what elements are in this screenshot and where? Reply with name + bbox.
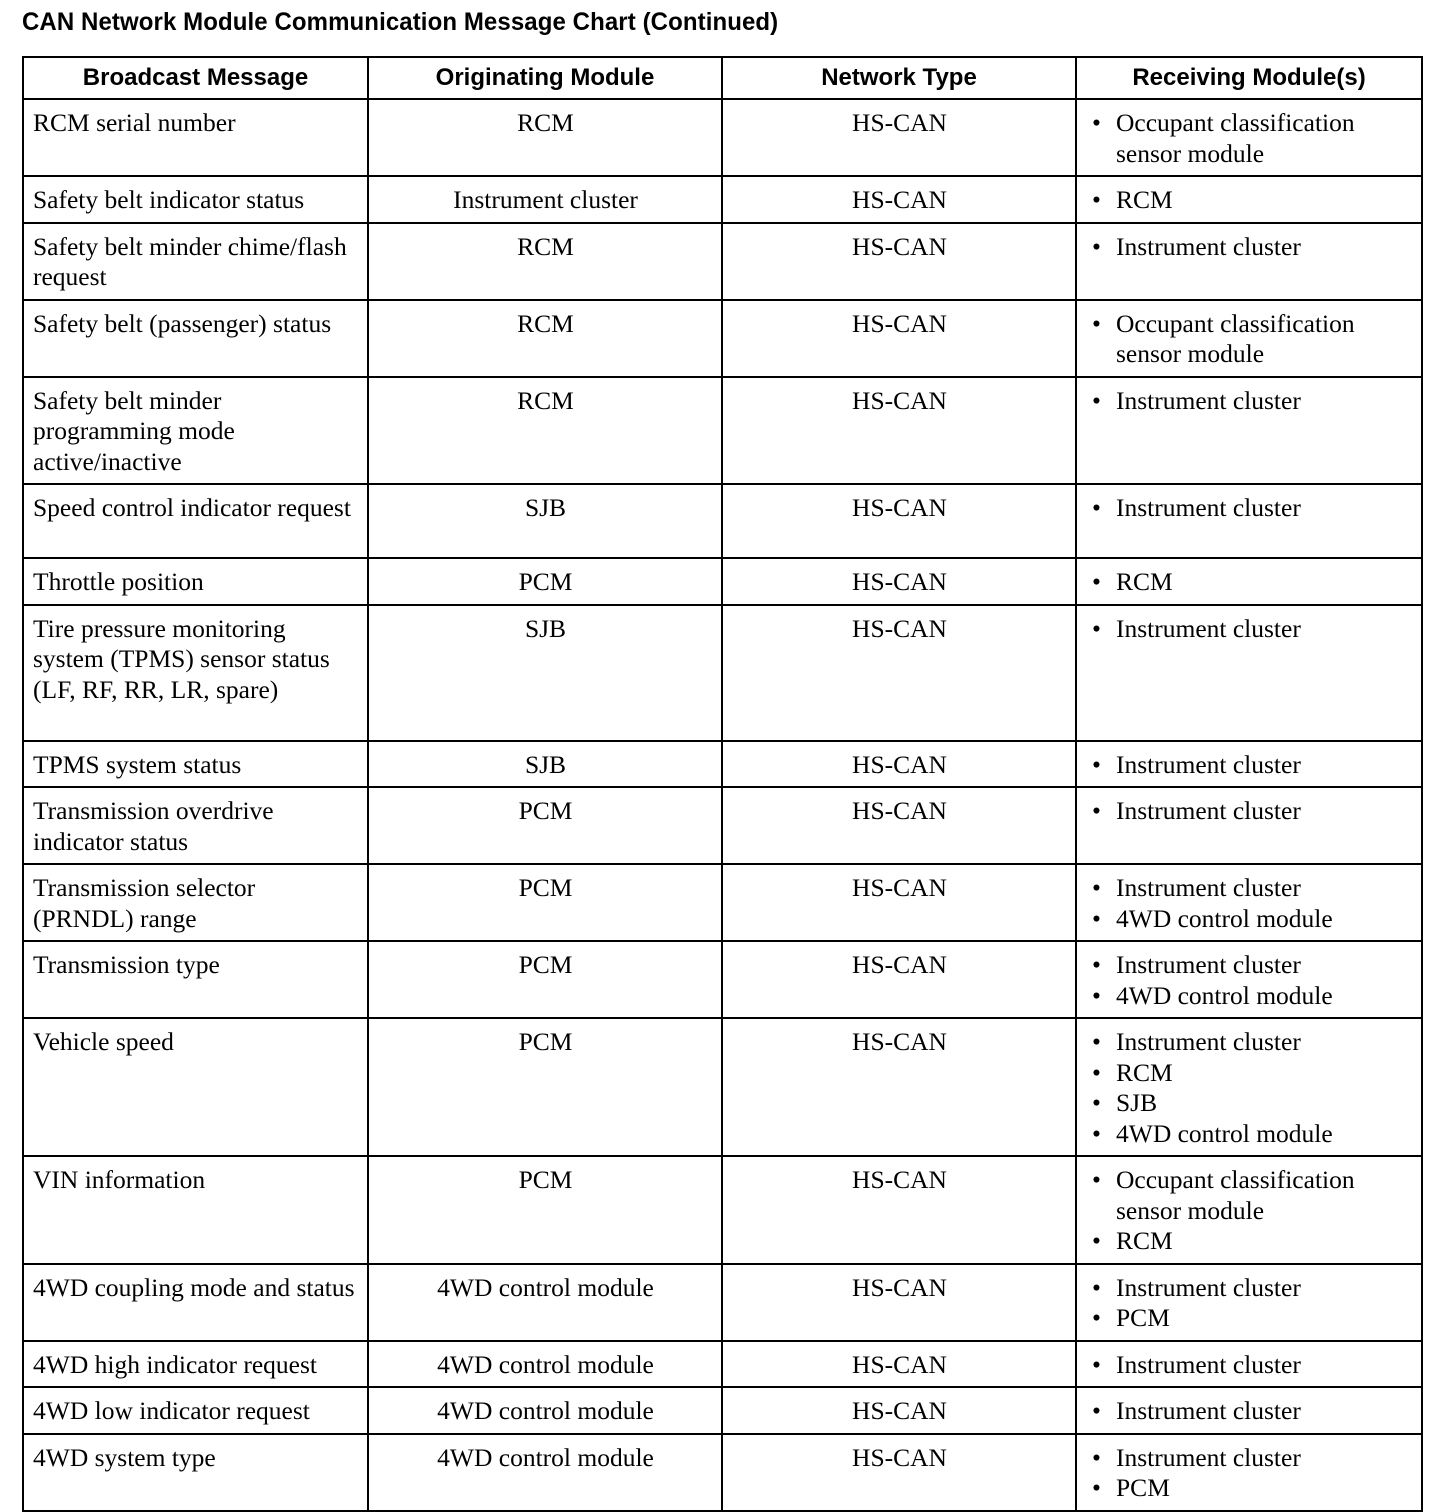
table-row — [23, 1387, 1422, 1434]
receiving-modules-cell — [1076, 484, 1422, 558]
broadcast-message-cell: Transmission type — [23, 941, 368, 1018]
receiving-module-item: • Instrument cluster — [1086, 386, 1413, 417]
table-row — [23, 1341, 1422, 1388]
broadcast-message-cell: 4WD low indicator request — [23, 1387, 368, 1434]
table-row — [23, 558, 1422, 605]
receiving-module-item: • Instrument cluster — [1086, 1027, 1413, 1058]
receiving-module-item: • RCM — [1086, 1226, 1413, 1257]
broadcast-message-cell: Safety belt indicator status — [23, 176, 368, 223]
originating-module-cell: PCM — [368, 1156, 722, 1264]
receiving-module-item: • RCM — [1086, 567, 1413, 598]
receiving-module-item: • Instrument cluster — [1086, 750, 1413, 781]
receiving-modules-list — [1086, 386, 1413, 417]
receiving-module-item: • PCM — [1086, 1473, 1413, 1504]
receiving-module-item: • Instrument cluster — [1086, 1273, 1413, 1304]
originating-module-cell: SJB — [368, 741, 722, 788]
receiving-module-item: • Instrument cluster — [1086, 1396, 1413, 1427]
table-row — [23, 605, 1422, 741]
table-row — [23, 377, 1422, 485]
originating-module-cell: Instrument cluster — [368, 176, 722, 223]
receiving-modules-list — [1086, 1273, 1413, 1334]
receiving-module-item: • Occupant classification sensor module — [1086, 309, 1413, 370]
broadcast-message-cell: TPMS system status — [23, 741, 368, 788]
receiving-module-item: • Occupant classification sensor module — [1086, 1165, 1413, 1226]
network-type-cell: HS-CAN — [722, 300, 1076, 377]
receiving-modules-cell — [1076, 377, 1422, 485]
receiving-modules-list — [1086, 750, 1413, 781]
originating-module-cell: RCM — [368, 377, 722, 485]
receiving-modules-list — [1086, 108, 1413, 169]
receiving-modules-cell — [1076, 1264, 1422, 1341]
table-row — [23, 1264, 1422, 1341]
column-header-originating-module: Originating Module — [368, 57, 722, 99]
network-type-cell: HS-CAN — [722, 864, 1076, 941]
receiving-modules-list — [1086, 1443, 1413, 1504]
network-type-cell: HS-CAN — [722, 99, 1076, 176]
originating-module-cell: PCM — [368, 1018, 722, 1156]
receiving-module-item: • Instrument cluster — [1086, 493, 1413, 524]
network-type-cell: HS-CAN — [722, 1264, 1076, 1341]
broadcast-message-cell: 4WD system type — [23, 1434, 368, 1511]
receiving-modules-list — [1086, 1165, 1413, 1257]
broadcast-message-cell: Speed control indicator request — [23, 484, 368, 558]
table-row — [23, 1156, 1422, 1264]
originating-module-cell: RCM — [368, 223, 722, 300]
originating-module-cell: PCM — [368, 941, 722, 1018]
receiving-modules-list — [1086, 796, 1413, 827]
receiving-modules-list — [1086, 309, 1413, 370]
receiving-modules-list — [1086, 232, 1413, 263]
receiving-modules-cell — [1076, 223, 1422, 300]
receiving-module-item: • Instrument cluster — [1086, 1350, 1413, 1381]
page-title: CAN Network Module Communication Message Chart (Continued) — [22, 8, 779, 36]
receiving-modules-cell — [1076, 1387, 1422, 1434]
network-type-cell: HS-CAN — [722, 484, 1076, 558]
broadcast-message-cell: 4WD coupling mode and status — [23, 1264, 368, 1341]
message-chart-table — [22, 56, 1423, 1512]
receiving-module-item: • Instrument cluster — [1086, 1443, 1413, 1474]
originating-module-cell: RCM — [368, 300, 722, 377]
receiving-modules-list — [1086, 1396, 1413, 1427]
table-header-row — [23, 57, 1422, 99]
originating-module-cell: 4WD control module — [368, 1264, 722, 1341]
table-row — [23, 741, 1422, 788]
receiving-modules-cell — [1076, 1341, 1422, 1388]
network-type-cell: HS-CAN — [722, 1387, 1076, 1434]
broadcast-message-cell: 4WD high indicator request — [23, 1341, 368, 1388]
table-row — [23, 864, 1422, 941]
network-type-cell: HS-CAN — [722, 1018, 1076, 1156]
table-row — [23, 223, 1422, 300]
broadcast-message-cell: Transmission selector (PRNDL) range — [23, 864, 368, 941]
receiving-modules-cell — [1076, 1018, 1422, 1156]
table-row — [23, 99, 1422, 176]
receiving-module-item: • Instrument cluster — [1086, 950, 1413, 981]
receiving-module-item: • RCM — [1086, 1058, 1413, 1089]
receiving-module-item: • Instrument cluster — [1086, 614, 1413, 645]
table-row — [23, 1434, 1422, 1511]
originating-module-cell: 4WD control module — [368, 1434, 722, 1511]
broadcast-message-cell: Tire pressure monitoring system (TPMS) sensor status (LF, RF, RR, LR, spare) — [23, 605, 368, 741]
receiving-module-item: • SJB — [1086, 1088, 1413, 1119]
network-type-cell: HS-CAN — [722, 1156, 1076, 1264]
network-type-cell: HS-CAN — [722, 377, 1076, 485]
originating-module-cell: SJB — [368, 484, 722, 558]
receiving-modules-list — [1086, 950, 1413, 1011]
column-header-receiving-modules: Receiving Module(s) — [1076, 57, 1422, 99]
broadcast-message-cell: Safety belt minder chime/flash request — [23, 223, 368, 300]
network-type-cell: HS-CAN — [722, 1341, 1076, 1388]
table-row — [23, 484, 1422, 558]
network-type-cell: HS-CAN — [722, 787, 1076, 864]
receiving-modules-cell — [1076, 941, 1422, 1018]
receiving-modules-list — [1086, 493, 1413, 524]
receiving-modules-cell — [1076, 605, 1422, 741]
table-row — [23, 300, 1422, 377]
receiving-modules-cell — [1076, 787, 1422, 864]
receiving-module-item: • PCM — [1086, 1303, 1413, 1334]
broadcast-message-cell: Transmission overdrive indicator status — [23, 787, 368, 864]
table-body — [23, 99, 1422, 1511]
receiving-modules-list — [1086, 1350, 1413, 1381]
receiving-modules-cell — [1076, 558, 1422, 605]
receiving-module-item: • 4WD control module — [1086, 904, 1413, 935]
originating-module-cell: 4WD control module — [368, 1387, 722, 1434]
table-row — [23, 1018, 1422, 1156]
network-type-cell: HS-CAN — [722, 176, 1076, 223]
originating-module-cell: PCM — [368, 787, 722, 864]
network-type-cell: HS-CAN — [722, 223, 1076, 300]
broadcast-message-cell: Safety belt minder programming mode active/inactive — [23, 377, 368, 485]
column-header-broadcast-message: Broadcast Message — [23, 57, 368, 99]
table-row — [23, 941, 1422, 1018]
receiving-modules-cell — [1076, 176, 1422, 223]
receiving-modules-cell — [1076, 741, 1422, 788]
network-type-cell: HS-CAN — [722, 941, 1076, 1018]
receiving-modules-cell — [1076, 1434, 1422, 1511]
receiving-modules-cell — [1076, 864, 1422, 941]
table-row — [23, 787, 1422, 864]
broadcast-message-cell: Vehicle speed — [23, 1018, 368, 1156]
broadcast-message-cell: Throttle position — [23, 558, 368, 605]
receiving-modules-list — [1086, 614, 1413, 645]
receiving-module-item: • Instrument cluster — [1086, 232, 1413, 263]
receiving-module-item: • Instrument cluster — [1086, 873, 1413, 904]
receiving-modules-cell — [1076, 99, 1422, 176]
originating-module-cell: RCM — [368, 99, 722, 176]
network-type-cell: HS-CAN — [722, 1434, 1076, 1511]
receiving-module-item: • Instrument cluster — [1086, 796, 1413, 827]
originating-module-cell: PCM — [368, 558, 722, 605]
network-type-cell: HS-CAN — [722, 741, 1076, 788]
originating-module-cell: PCM — [368, 864, 722, 941]
receiving-module-item: • RCM — [1086, 185, 1413, 216]
receiving-module-item: • 4WD control module — [1086, 981, 1413, 1012]
network-type-cell: HS-CAN — [722, 605, 1076, 741]
originating-module-cell: 4WD control module — [368, 1341, 722, 1388]
receiving-modules-cell — [1076, 1156, 1422, 1264]
receiving-modules-list — [1086, 873, 1413, 934]
network-type-cell: HS-CAN — [722, 558, 1076, 605]
column-header-network-type: Network Type — [722, 57, 1076, 99]
table-row — [23, 176, 1422, 223]
originating-module-cell: SJB — [368, 605, 722, 741]
receiving-modules-list — [1086, 1027, 1413, 1149]
receiving-modules-list — [1086, 567, 1413, 598]
broadcast-message-cell: Safety belt (passenger) status — [23, 300, 368, 377]
receiving-module-item: • Occupant classification sensor module — [1086, 108, 1413, 169]
broadcast-message-cell: VIN information — [23, 1156, 368, 1264]
receiving-modules-list — [1086, 185, 1413, 216]
broadcast-message-cell: RCM serial number — [23, 99, 368, 176]
receiving-module-item: • 4WD control module — [1086, 1119, 1413, 1150]
receiving-modules-cell — [1076, 300, 1422, 377]
